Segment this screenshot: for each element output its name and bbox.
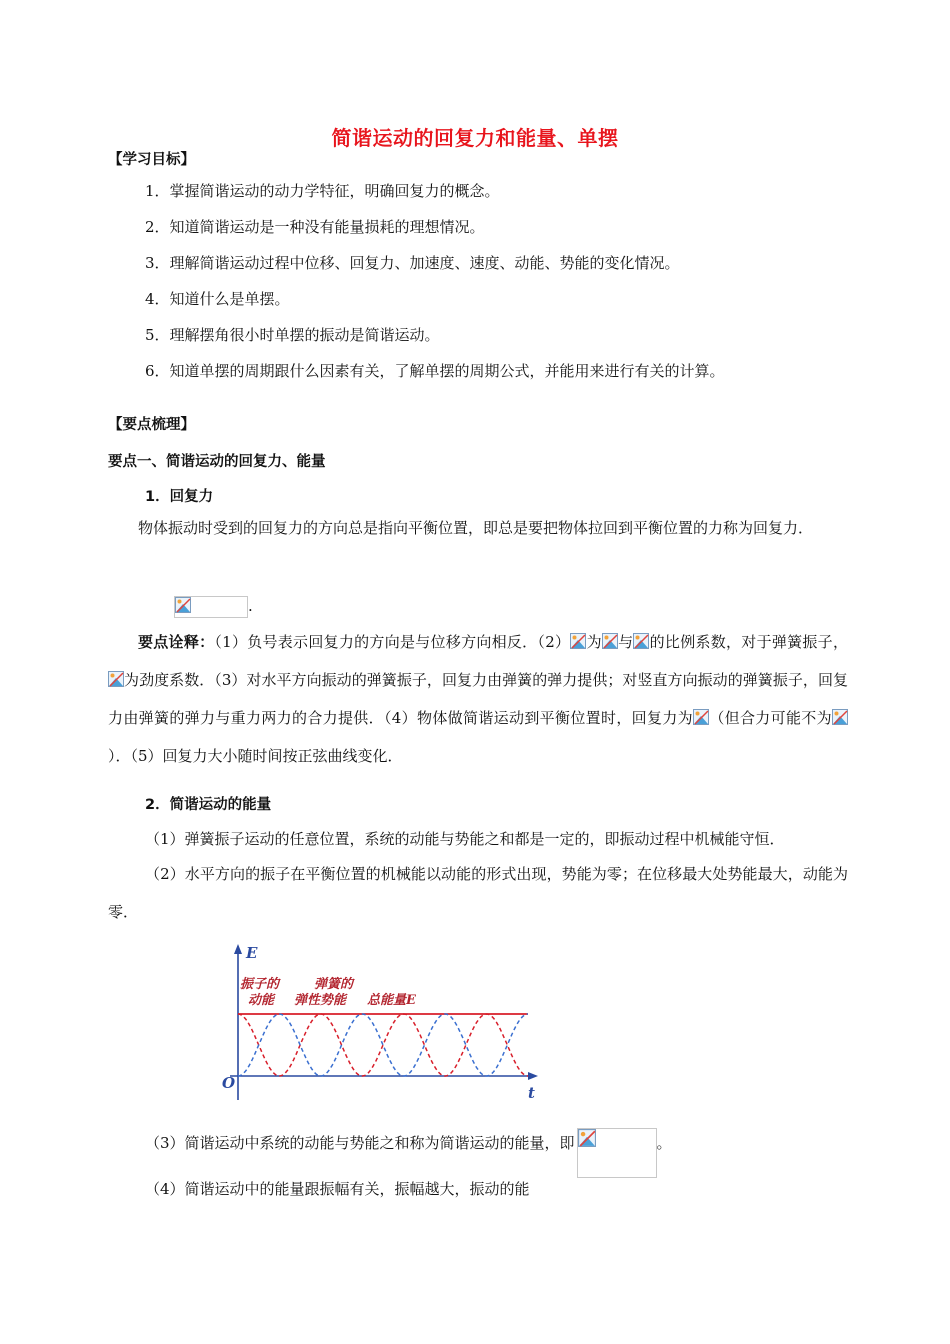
sub1-heading: 1．回复力 [145, 489, 214, 505]
annotation-kinetic-2: 动能 [248, 993, 275, 1008]
note-label: 要点诠释： [138, 633, 215, 651]
energy-chart [210, 940, 550, 1110]
broken-image-icon [602, 633, 618, 649]
energy-item-3-text: （3）简谐运动中系统的动能与势能之和称为简谐运动的能量，即 [145, 1134, 575, 1152]
goal-item: 2．知道简谐运动是一种没有能量损耗的理想情况。 [145, 218, 485, 236]
annotation-potential-2: 弹性势能 [294, 993, 347, 1008]
annotation-total: 总能量E [367, 993, 416, 1008]
x-axis-label: t [528, 1084, 535, 1102]
series-potential-energy [238, 1014, 528, 1076]
note-paragraph [108, 623, 848, 775]
y-axis-label: E [246, 944, 258, 962]
formula-suffix: . [248, 597, 253, 615]
annotation-potential-1: 弹簧的 [314, 977, 354, 992]
broken-image-icon [570, 633, 586, 649]
note-text: 为劲度系数．（3）对水平方向振动的弹簧振子，回复力由弹簧的弹力提供；对竖直方向振动的弹簧振子，回复力由弹簧的弹力与重力两力的合力提供．（4）物体做简谐运动到平衡位置时，回复力为 [108, 671, 848, 727]
note-text: （但合力可能不为 [708, 709, 832, 727]
broken-image-icon [633, 633, 649, 649]
goal-item: 5．理解摆角很小时单摆的振动是简谐运动。 [145, 326, 440, 344]
summary-heading: 【要点梳理】 [108, 417, 195, 433]
goal-item: 3．理解简谐运动过程中位移、回复力、加速度、速度、动能、势能的变化情况。 [145, 254, 680, 272]
goals-heading: 【学习目标】 [108, 152, 195, 168]
note-text: （1）负号表示回复力的方向是与位移方向相反．（2） [214, 633, 571, 651]
annotation-kinetic-1: 振子的 [240, 977, 280, 992]
energy-chart-svg [210, 940, 550, 1110]
energy-item-3 [145, 1128, 672, 1178]
sub2-heading: 2．简谐运动的能量 [145, 797, 272, 813]
goal-item: 6．知道单摆的周期跟什么因素有关，了解单摆的周期公式，并能用来进行有关的计算。 [145, 362, 725, 380]
energy-item: （2）水平方向的振子在平衡位置的机械能以动能的形式出现，势能为零；在位移最大处势能最大，动能为零． [108, 865, 848, 921]
point1-heading: 要点一、简谐运动的回复力、能量 [108, 454, 326, 470]
series-kinetic-energy [238, 1014, 528, 1076]
formula-image [174, 596, 248, 618]
page-title: 简谐运动的回复力和能量、单摆 [331, 126, 619, 150]
goal-item: 4．知道什么是单摆。 [145, 290, 290, 308]
origin-label: O [222, 1074, 236, 1092]
broken-image-icon [175, 597, 191, 613]
goal-item: 1．掌握简谐运动的动力学特征，明确回复力的概念。 [145, 182, 500, 200]
broken-image-icon [693, 709, 709, 725]
energy-formula-image [577, 1128, 657, 1178]
note-text: 为 [586, 633, 602, 651]
energy-item: （1）弹簧振子运动的任意位置，系统的动能与势能之和都是一定的，即振动过程中机械能守恒． [145, 830, 785, 848]
formula-line [174, 596, 253, 618]
energy-item-3-suffix: 。 [656, 1134, 672, 1152]
x-axis-arrow [528, 1072, 538, 1080]
y-axis-arrow [234, 944, 242, 954]
broken-image-icon [832, 709, 848, 725]
broken-image-icon [578, 1129, 596, 1147]
broken-image-icon [108, 671, 124, 687]
note-text: 与 [617, 633, 634, 651]
energy-item-4: （4）简谐运动中的能量跟振幅有关，振幅越大，振动的能 [145, 1180, 530, 1198]
note-text: 的比例系数，对于弹簧振子， [649, 633, 848, 651]
note-text: ）．（5）回复力大小随时间按正弦曲线变化． [108, 747, 403, 765]
restoring-force-paragraph: 物体振动时受到的回复力的方向总是指向平衡位置，即总是要把物体拉回到平衡位置的力称为回复力． [138, 519, 814, 537]
